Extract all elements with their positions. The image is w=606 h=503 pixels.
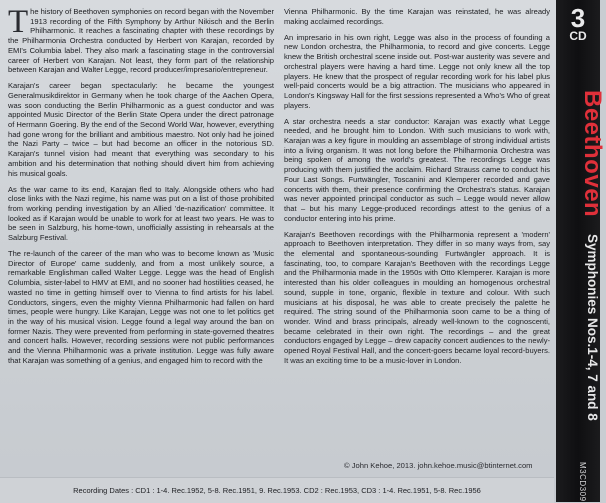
disc-label: CD	[569, 29, 587, 43]
paragraph-6: An impresario in his own right, Legge was also in the process of founding a new London orchestra, the Philharmonia, to record and give concerts. Legge knew the British orchestral scene inside out. Post-war austerity was severe and orchestral players were having a hard time. Legge not only knew all the top players. He knew that the prospect of regular recording work for his label plus well-paid concerts would be a big attraction. The musicians who appeared in London's Kingsway Hall for the first sessions represented a Who's Who of great players.	[284, 32, 550, 110]
author-credit: © John Kehoe, 2013. john.kehoe.music@btinternet.com	[344, 461, 533, 470]
recording-dates: Recording Dates : CD1 : 1-4. Rec.1952, 5-8. Rec.1951, 9. Rec.1953. CD2 : Rec.1953, CD3 : 1-4. Rec.1951, 5-8. Rec.1956	[0, 477, 554, 503]
catalogue-number: M3CD309	[578, 462, 587, 502]
paragraph-3: As the war came to its end, Karajan fled to Italy. Alongside others who had close links with the Nazi regime, his name was put on a list of those prohibited from working pending investigation by an Allied 'de-nazification' committee. It looked as if Karajan would be unable to work for at least two years. He was to be seen in Salzburg, his home-town, unofficially assisting in rehearsals at the Salzburg Festival.	[8, 184, 274, 243]
disc-count-badge	[556, 3, 600, 43]
composer-name: Beethoven	[579, 90, 606, 218]
works-title: Symphonies Nos.1-4, 7 and 8	[585, 233, 600, 421]
paragraph-8: Karajan's Beethoven recordings with the Philharmonia represent a 'modern' approach to Beethoven interpretation. They differ in so many ways from, say the elemental and spontaneous-sounding Furtwängler approach. It is fascinating, too, to compare Karajan's Beethoven with the recordings Legge and the Philharmonia made in the 1950s with Otto Klemperer. Karajan is more interested than his older colleagues in moulding an homogenous orchestral sound, supple in tone, organic, flexible in texture and colour. With such musicians at his disposal, he was able to create precisely the palette he required. The string sound of the Philharmonia soon came to be a thing of wonder. Wind and brass principals, already well-known to the cognoscenti, became celebrated in their own right. The recordings – and the great conductors engaged by Legge – drew capacity concert audiences to the newly-opened Royal Festival Hall, and the concert-goers became loyal record-buyers. It was an exciting time to be a music-lover in London.	[284, 229, 550, 365]
drop-cap: T	[8, 4, 29, 40]
paragraph-1	[8, 4, 274, 75]
paragraph-4: The re-launch of the career of the man who was to become known as 'Music Director of Europe' came suddenly, and from a most unlikely source, a remarkable Englishman called Walter Legge. Legge was the head of English Columbia, sister-label to HMV at EMI, and no sooner had hostilities ceased, he wasted no time in getting himself over to Vienna to find artists for his label. Conductors, singers, even the mighty Vienna Philharmonic had fallen on hard times, people were hungry. Like Karajan, Legge was not one to let politics get in the way of his musical vision. Legge found a legal way around the ban on former Nazis. They were prevented from performing in state-governed theatres and concert halls. However, recording sessions were not public performances and the Vienna Philharmonic was a private institution. Legge was fully aware that Karajan was something of a genius, and engaged him to record with the	[8, 249, 274, 365]
right-column	[284, 7, 550, 372]
left-column	[8, 4, 274, 372]
paragraph-1-text: he history of Beethoven symphonies on record began with the November 1913 recording of the Fifth Symphony by Arthur Nikisch and the Berlin Philharmonic. It reaches a fascinating chapter with these recordings by the Philharmonia Orchestra conducted by Herbert von Karajan, recorded by EMI's Columbia label. They also mark a fascinating stage in the controversial career of Herbert von Karajan. Not least, they form part of the relationship between Karajan and Walter Legge, record producer/impresario/entrepreneur.	[8, 7, 274, 75]
disc-count: 3	[570, 3, 586, 33]
spine-title	[578, 90, 606, 420]
paragraph-7: A star orchestra needs a star conductor: Karajan was exactly what Legge needed, and he brought him to London. With such musicians to work with, Karajan was a key figure in moulding an assemblage of strong individual artists into a living organism. It was not long before the Philharmonia Orchestra was being spoken of among the world's greatest. The recordings Legge was producing with them justified the acclaim. Richard Strauss came to conduct his Four Last Songs. Furtwängler, Toscanini and Klemperer recorded and gave concerts with them, their presence confirming the Orchestra's status. Karajan was never appointed principal conductor as such – Legge would never allow that – but his many Legge-produced recordings attest to the genius of a conductor entering into his prime.	[284, 116, 550, 223]
paragraph-5: Vienna Philharmonic. By the time Karajan was reinstated, he was already making acclaimed recordings.	[284, 7, 550, 26]
paragraph-2: Karajan's career began spectacularly: he became the youngest Generalmusikdirektor in Germany when he took charge of the Aachen Opera, was soon conducting the Berlin Philharmonic as a guest conductor and was appointed Music Director of the Berlin State Opera under the direct patronage of Hermann Goering. By the end of the Second World War, however, everything had gone wrong for the brilliant and ambitious maestro. Not only had he joined the Nazi Party – twice – but had become an officer in the notorious SD. Karajan's tunnel vision had meant that everything was secondary to his ambition and his determination that nothing should divert him from achieving his musical goals.	[8, 81, 274, 178]
